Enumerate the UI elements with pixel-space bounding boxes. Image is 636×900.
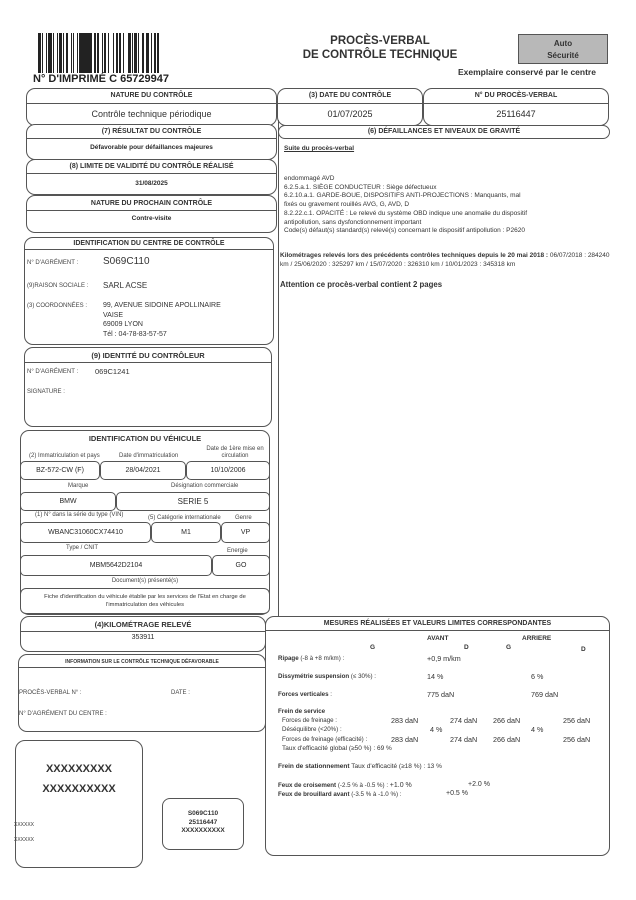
divider <box>424 103 608 104</box>
raison-sociale-label: (9)RAISON SOCIALE : <box>27 283 89 289</box>
nature-control-value: Contrôle technique périodique <box>91 109 212 119</box>
divider <box>27 173 276 174</box>
arriere-header: ARRIERE <box>522 635 552 642</box>
mileage-history-values: 06/07/2018 : 284240 km / 25/06/2020 : 325297 km / 15/07/2020 : 326310 km / 10/01/2023 : 345318 km <box>280 252 610 268</box>
address-line: 69009 LYON <box>103 321 143 328</box>
divider <box>21 631 265 632</box>
address-phone: Tél : 04-78-83-57-57 <box>103 330 167 338</box>
vert-rear: 769 daN <box>531 690 559 699</box>
center-agrement-value: S069C110 <box>103 256 150 267</box>
pv-number-label: N° DU PROCÈS-VERBAL <box>474 92 558 99</box>
pv-number-value: 25116447 <box>496 109 536 119</box>
measures-box <box>265 616 610 856</box>
ripage-row-label <box>278 655 344 662</box>
center-stamp-box <box>162 798 244 850</box>
signature-label: SIGNATURE : <box>27 389 65 395</box>
defect-line: endommagé AVD <box>284 175 335 182</box>
rear-left-header: G <box>506 644 512 651</box>
defect-line: antipollution, sans dysfonctionnement important <box>284 218 422 226</box>
unfavorable-info-label: INFORMATION SUR LE CONTRÔLE TECHNIQUE DÉFAVORABLE <box>65 659 219 665</box>
designation-field <box>116 492 270 511</box>
redacted-small-2: XXXXXX <box>14 837 35 843</box>
next-control-value: Contre-visite <box>131 215 172 222</box>
copy-note: Exemplaire conservé par le centre <box>458 67 596 77</box>
energie-field <box>212 555 270 576</box>
categorie-label: (5) Catégorie internationale <box>148 515 221 521</box>
next-control-box <box>26 195 277 233</box>
braking-force-rr: 256 daN <box>563 716 591 725</box>
validity-box <box>26 159 277 195</box>
date-immat-label: Date d'immatriculation <box>119 453 179 459</box>
dissym-rear: 6 % <box>531 672 544 681</box>
vin-field <box>20 522 151 543</box>
defect-line: 8.2.22.c.1. OPACITÉ : Le relevé du système OBD indique une anomalie du dispositif <box>284 209 528 217</box>
ripage-limit: (-8 à +8 m/km) : <box>298 655 345 662</box>
low-beam-left: +1.0 % <box>389 782 412 789</box>
documents-label: Document(s) présenté(s) <box>111 578 179 584</box>
fog-light-value: +0.5 % <box>446 790 468 797</box>
unfav-pv-label: PROCÈS-VERBAL N° : <box>19 690 82 696</box>
unfav-center-label: N° D'AGRÉMENT DU CENTRE : <box>19 711 107 717</box>
divider <box>278 103 422 104</box>
ripage-label: Ripage <box>278 655 299 662</box>
nature-control-label: NATURE DU CONTRÔLE <box>110 92 193 99</box>
defect-line: 6.2.10.a.1. GARDE-BOUE, DISPOSITIFS ANTI-PROJECTIONS : Manquants, mal <box>284 192 521 200</box>
rear-right-header: D <box>581 646 586 653</box>
eff-force-fl: 283 daN <box>391 735 419 744</box>
categorie-value: M1 <box>181 529 191 536</box>
parking-brake-label: Frein de stationnement <box>278 763 350 770</box>
controller-label: (9) IDENTITÉ DU CONTRÔLEUR <box>91 351 205 360</box>
energie-label: Energie <box>227 548 248 554</box>
low-beam-right: +2.0 % <box>468 781 490 788</box>
pv-number-box <box>423 88 609 126</box>
mileage-box <box>20 616 266 652</box>
title-line-1: PROCÈS-VERBAL <box>330 35 430 47</box>
front-left-header: G <box>370 644 376 651</box>
controller-agrement-label: N° D'AGRÉMENT : <box>27 369 79 375</box>
control-center-label: IDENTIFICATION DU CENTRE DE CONTRÔLE <box>73 240 225 247</box>
dissym-row-label <box>278 673 376 680</box>
fog-light-limit: (-3.5 % à -1.0 %) : <box>349 791 402 798</box>
marque-value: BMW <box>59 498 77 505</box>
eff-force-rl: 266 daN <box>493 735 521 744</box>
pages-warning: Attention ce procès-verbal contient 2 pages <box>280 280 443 289</box>
divider <box>25 249 273 250</box>
measures-label: MESURES RÉALISÉES ET VALEURS LIMITES CORRESPONDANTES <box>323 620 552 627</box>
defect-line: Code(s) défaut(s) standard(s) relevé(s) concernant le dispositif antipollution : P2620 <box>284 227 525 235</box>
energie-value: GO <box>235 562 247 569</box>
next-control-label: NATURE DU PROCHAIN CONTRÔLE <box>90 200 213 207</box>
genre-label: Genre <box>235 515 252 521</box>
vert-row-label <box>278 691 332 698</box>
nature-control-box <box>26 88 277 126</box>
control-center-box <box>24 237 274 345</box>
stamp-redacted: XXXXXXXXXX <box>181 827 225 834</box>
raison-sociale-value: SARL ACSE <box>103 281 148 290</box>
divider <box>27 138 276 139</box>
genre-value: VP <box>240 529 251 536</box>
mileage-value: 353911 <box>131 634 155 641</box>
dissym-label: Dissymétrie suspension <box>278 673 350 680</box>
avant-header: AVANT <box>427 635 449 642</box>
vin-value: WBANC31060CX74410 <box>48 529 123 536</box>
address-line: 99, AVENUE SIDOINE APOLLINAIRE <box>103 302 221 309</box>
defect-line: 6.2.5.a.1. SIÈGE CONDUCTEUR : Siège défectueux <box>284 183 437 191</box>
service-brake-label: Frein de service <box>278 708 326 715</box>
unfavorable-info-box <box>18 654 266 732</box>
documents-field <box>20 588 270 614</box>
immat-value: BZ-572-CW (F) <box>36 467 84 474</box>
redacted-line-2: XXXXXXXXXX <box>42 783 116 795</box>
date-immat-field <box>100 461 186 480</box>
vehicle-label: IDENTIFICATION DU VÉHICULE <box>88 434 202 443</box>
first-circ-label: Date de 1ère mise en circulation <box>206 446 264 459</box>
genre-field <box>221 522 270 543</box>
braking-forces-label: Forces de freinage : <box>282 717 338 724</box>
stamp-pv-number: 25116447 <box>188 818 218 826</box>
vin-label: (1) N° dans la série du type (VIN) <box>35 512 124 518</box>
date-control-value: 01/07/2025 <box>327 109 373 119</box>
center-stamp-text <box>163 810 243 836</box>
validity-value: 31/08/2025 <box>135 180 168 187</box>
ripage-value: +0,9 m/km <box>427 654 461 663</box>
defects-list <box>284 175 614 236</box>
global-efficiency: Taux d'efficacité global (≥50 %) : 69 % <box>282 745 392 752</box>
mileage-label: (4)KILOMÉTRAGE RELEVÉ <box>94 620 192 629</box>
immat-label: (2) Immatriculation et pays <box>29 453 100 459</box>
barcode-bar <box>82 33 92 73</box>
validity-label: (8) LIMITE DE VALIDITÉ DU CONTRÔLE RÉALISÉ <box>69 163 234 170</box>
defects-header-box <box>278 125 610 139</box>
imbalance-label: Déséquilibre (<20%) : <box>282 726 342 733</box>
redacted-small-1: XXXXXX <box>14 822 35 828</box>
stamp-center-id: S069C110 <box>187 810 219 817</box>
stamp-line-1: Auto <box>553 39 573 48</box>
type-value: MBM5642D2104 <box>89 562 143 569</box>
divider <box>266 630 609 631</box>
mileage-history <box>280 252 615 269</box>
result-value: Défavorable pour défaillances majeures <box>90 144 213 151</box>
divider <box>19 667 265 668</box>
braking-force-fr: 274 daN <box>450 716 478 725</box>
divider <box>27 103 276 104</box>
defect-line: fixés ou gravement rouillés AVG, G, AVD, D <box>284 201 410 209</box>
braking-force-rl: 266 daN <box>493 716 521 725</box>
marque-field <box>20 492 116 511</box>
barcode-gap <box>159 33 160 73</box>
column-divider <box>278 120 279 660</box>
eff-force-rr: 256 daN <box>563 735 591 744</box>
first-circ-value: 10/10/2006 <box>210 467 246 474</box>
date-control-label: (3) DATE DU CONTRÔLE <box>308 92 392 99</box>
mileage-history-intro: Kilométrages relevés lors des précédents contrôles techniques depuis le 20 mai 2018 : <box>280 252 549 259</box>
redacted-line-1: XXXXXXXXX <box>45 763 113 775</box>
fog-light-row <box>278 791 401 798</box>
continuation-link[interactable]: Suite du procès-verbal <box>284 145 355 152</box>
redacted-stamp-box <box>15 740 143 868</box>
eff-force-fr: 274 daN <box>450 735 478 744</box>
parking-brake-value: Taux d'efficacité (≥18 %) : 13 % <box>349 763 442 770</box>
first-circ-field <box>186 461 270 480</box>
defects-label: (6) DÉFAILLANCES ET NIVEAUX DE GRAVITÉ <box>367 128 521 135</box>
imbalance-front: 4 % <box>430 725 443 734</box>
printed-number: N° D'IMPRIMÉ C 65729947 <box>33 73 170 85</box>
divider <box>25 362 271 363</box>
documents-value: Fiche d'identification du véhicule établie par les services de l'Etat en charge de l'immatriculation des véhicules <box>44 594 246 608</box>
front-right-header: D <box>464 644 469 651</box>
result-label: (7) RÉSULTAT DU CONTRÔLE <box>101 128 202 135</box>
center-address <box>103 301 221 339</box>
date-immat-value: 28/04/2021 <box>125 467 161 474</box>
efficiency-forces-label: Forces de freinage (efficacité) : <box>282 736 368 743</box>
auto-securite-stamp <box>518 34 608 64</box>
designation-label: Désignation commerciale <box>171 483 239 489</box>
stamp-line-2: Sécurité <box>547 51 579 60</box>
dissym-limit: (≤ 30%) : <box>349 673 376 680</box>
dissym-front: 14 % <box>427 672 444 681</box>
unfav-date-label: DATE : <box>171 690 190 696</box>
low-beam-limit: (-2.5 % à -0.5 %) : <box>336 782 390 789</box>
categorie-field <box>151 522 221 543</box>
divider <box>27 210 276 211</box>
address-line: VAISE <box>103 311 124 319</box>
center-agrement-label: N° D'AGRÉMENT : <box>27 260 79 266</box>
controller-box <box>24 347 272 427</box>
page-title <box>280 34 480 62</box>
low-beam-row <box>278 782 412 789</box>
marque-label: Marque <box>68 483 89 489</box>
result-box <box>26 124 277 160</box>
vert-label: Forces verticales <box>278 691 329 698</box>
title-line-2: DE CONTRÔLE TECHNIQUE <box>302 49 458 61</box>
date-control-box <box>277 88 423 126</box>
imbalance-rear: 4 % <box>531 725 544 734</box>
braking-force-fl: 283 daN <box>391 716 419 725</box>
designation-value: SERIE 5 <box>177 497 209 506</box>
barcode <box>38 33 196 73</box>
vert-front: 775 daN <box>427 690 455 699</box>
coordonnees-label: (3) COORDONNÉES : <box>27 303 88 309</box>
type-label: Type / CNIT <box>66 545 99 551</box>
controller-agrement-value: 069C1241 <box>95 367 130 376</box>
vehicle-box <box>20 430 270 615</box>
type-field <box>20 555 212 576</box>
fog-light-label: Feux de brouillard avant <box>278 791 350 798</box>
low-beam-label: Feux de croisement <box>278 782 337 789</box>
parking-brake-row <box>278 763 442 770</box>
immat-field <box>20 461 100 480</box>
vert-limit: : <box>328 691 333 698</box>
